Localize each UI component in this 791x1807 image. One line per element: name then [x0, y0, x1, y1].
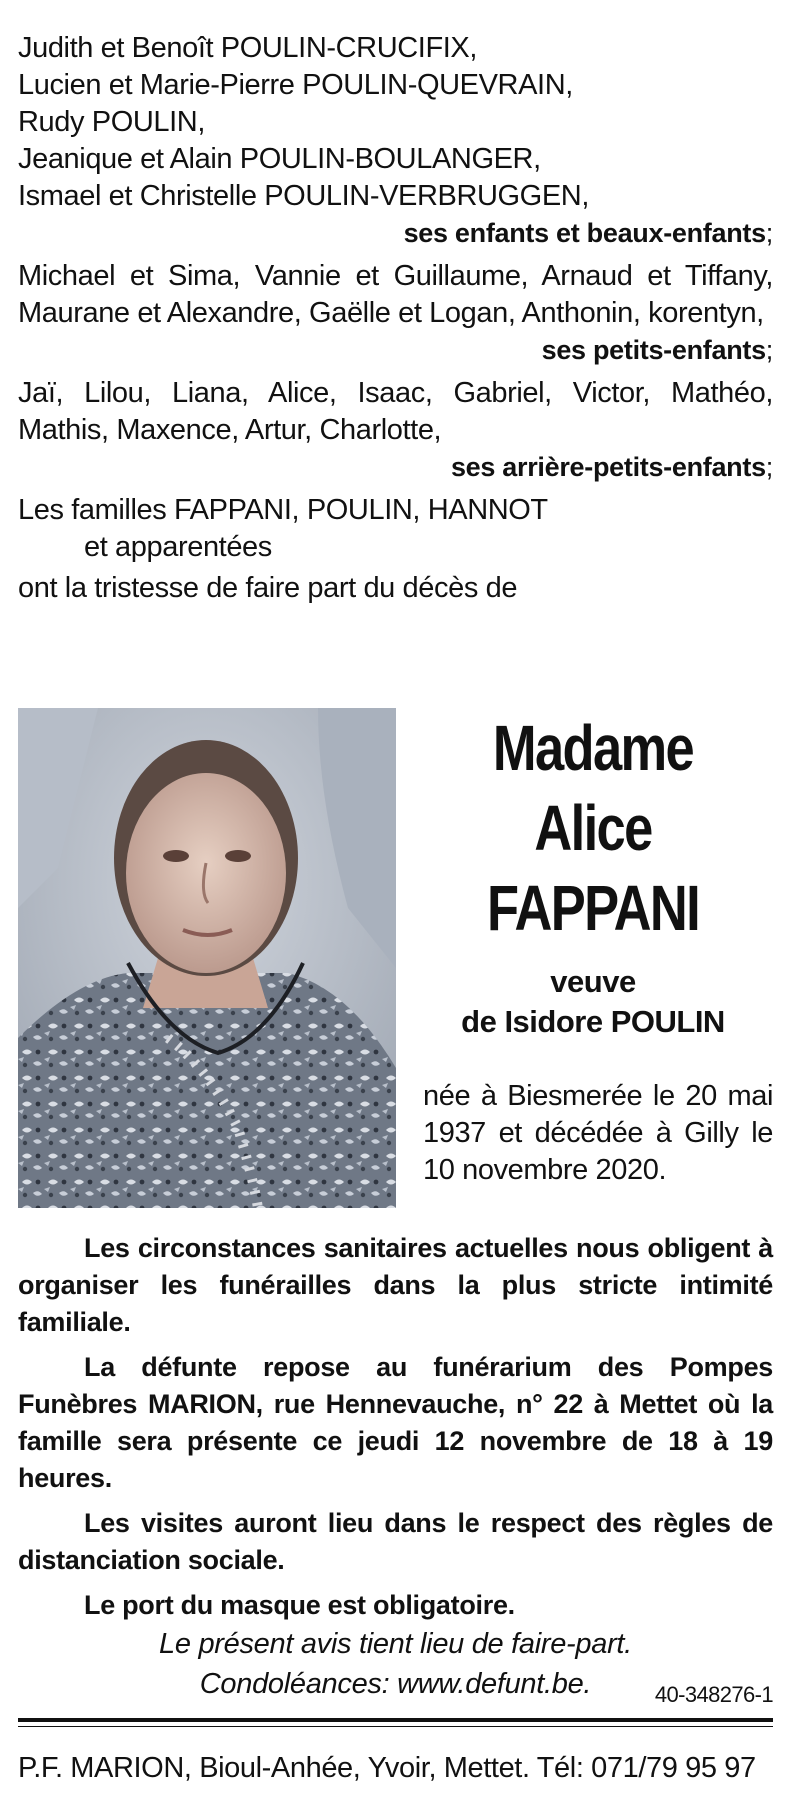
child-line: Ismael et Christelle POULIN-VERBRUGGEN, — [18, 180, 589, 212]
funeral-details — [18, 1230, 773, 1704]
closing-notice: Le présent avis tient lieu de faire-part. — [159, 1628, 632, 1660]
deceased-last-name: FAPPANI — [486, 872, 700, 944]
footer-divider-thin — [18, 1726, 773, 1727]
child-line: Lucien et Marie-Pierre POULIN-QUEVRAIN, — [18, 69, 573, 101]
deceased-section — [18, 708, 773, 1208]
child-line: Jeanique et Alain POULIN-BOULANGER, — [18, 143, 541, 175]
role-suffix: ; — [765, 452, 773, 482]
families-related-line: et apparentées — [84, 531, 272, 563]
families-line: Les familles FAPPANI, POULIN, HANNOT — [18, 494, 548, 526]
condolences-line: Condoléances: www.defunt.be. — [199, 1668, 592, 1700]
children-names — [18, 30, 773, 215]
birth-death-details: née à Biesmerée le 20 mai 1937 et décédée à Gilly le 10 novembre 2020. — [423, 1080, 773, 1186]
announcement: ont la tristesse de faire part du décès de — [18, 572, 518, 604]
paragraph-funerarium: La défunte repose au funérarium des Pompes Funèbres MARION, rue Hennevauche, n° 22 à Mettet où la famille sera présente ce jeudi 12 novembre de 18 à 19 heures. — [18, 1352, 773, 1493]
paragraph-visits: Les visites auront lieu dans le respect des règles de distanciation sociale. — [18, 1508, 773, 1575]
child-line: Rudy POULIN, — [18, 106, 205, 138]
portrait-photo — [18, 708, 396, 1208]
reference-number: 40-348276-1 — [654, 1682, 773, 1707]
footer-divider-thick — [18, 1718, 773, 1722]
deceased-title: Madame — [492, 712, 694, 784]
funeral-home-footer: P.F. MARION, Bioul-Anhée, Yvoir, Mettet. Tél: 071/79 95 97 — [18, 1752, 756, 1784]
paragraph-sanitary: Les circonstances sanitaires actuelles nous obligent à organiser les funérailles dans la plus stricte intimité familiale. — [18, 1233, 773, 1337]
great-grandchildren-role-label: ses arrière-petits-enfants — [450, 452, 766, 482]
great-grandchildren-role — [18, 449, 773, 486]
paragraph-mask: Le port du masque est obligatoire. — [84, 1590, 515, 1620]
portrait-photo-icon — [18, 708, 396, 1208]
role-suffix: ; — [765, 218, 773, 248]
children-role-label: ses enfants et beaux-enfants — [403, 218, 766, 248]
great-grandchildren-names: Jaï, Lilou, Liana, Alice, Isaac, Gabriel, Victor, Mathéo, Mathis, Maxence, Artur, Charlotte, — [18, 377, 773, 446]
children-role — [18, 215, 773, 252]
deceased-first-name: Alice — [534, 792, 652, 864]
grandchildren-role-label: ses petits-enfants — [541, 335, 766, 365]
widow-of: de Isidore POULIN — [461, 1004, 725, 1039]
grandchildren-role — [18, 332, 773, 369]
deceased-name-block — [413, 708, 773, 1042]
grandchildren-names: Michael et Sima, Vannie et Guillaume, Arnaud et Tiffany, Maurane et Alexandre, Gaëlle et Logan, Anthonin, korentyn, — [18, 260, 773, 329]
role-suffix: ; — [765, 335, 773, 365]
widow-label: veuve — [550, 964, 636, 999]
child-line: Judith et Benoît POULIN-CRUCIFIX, — [18, 32, 478, 64]
